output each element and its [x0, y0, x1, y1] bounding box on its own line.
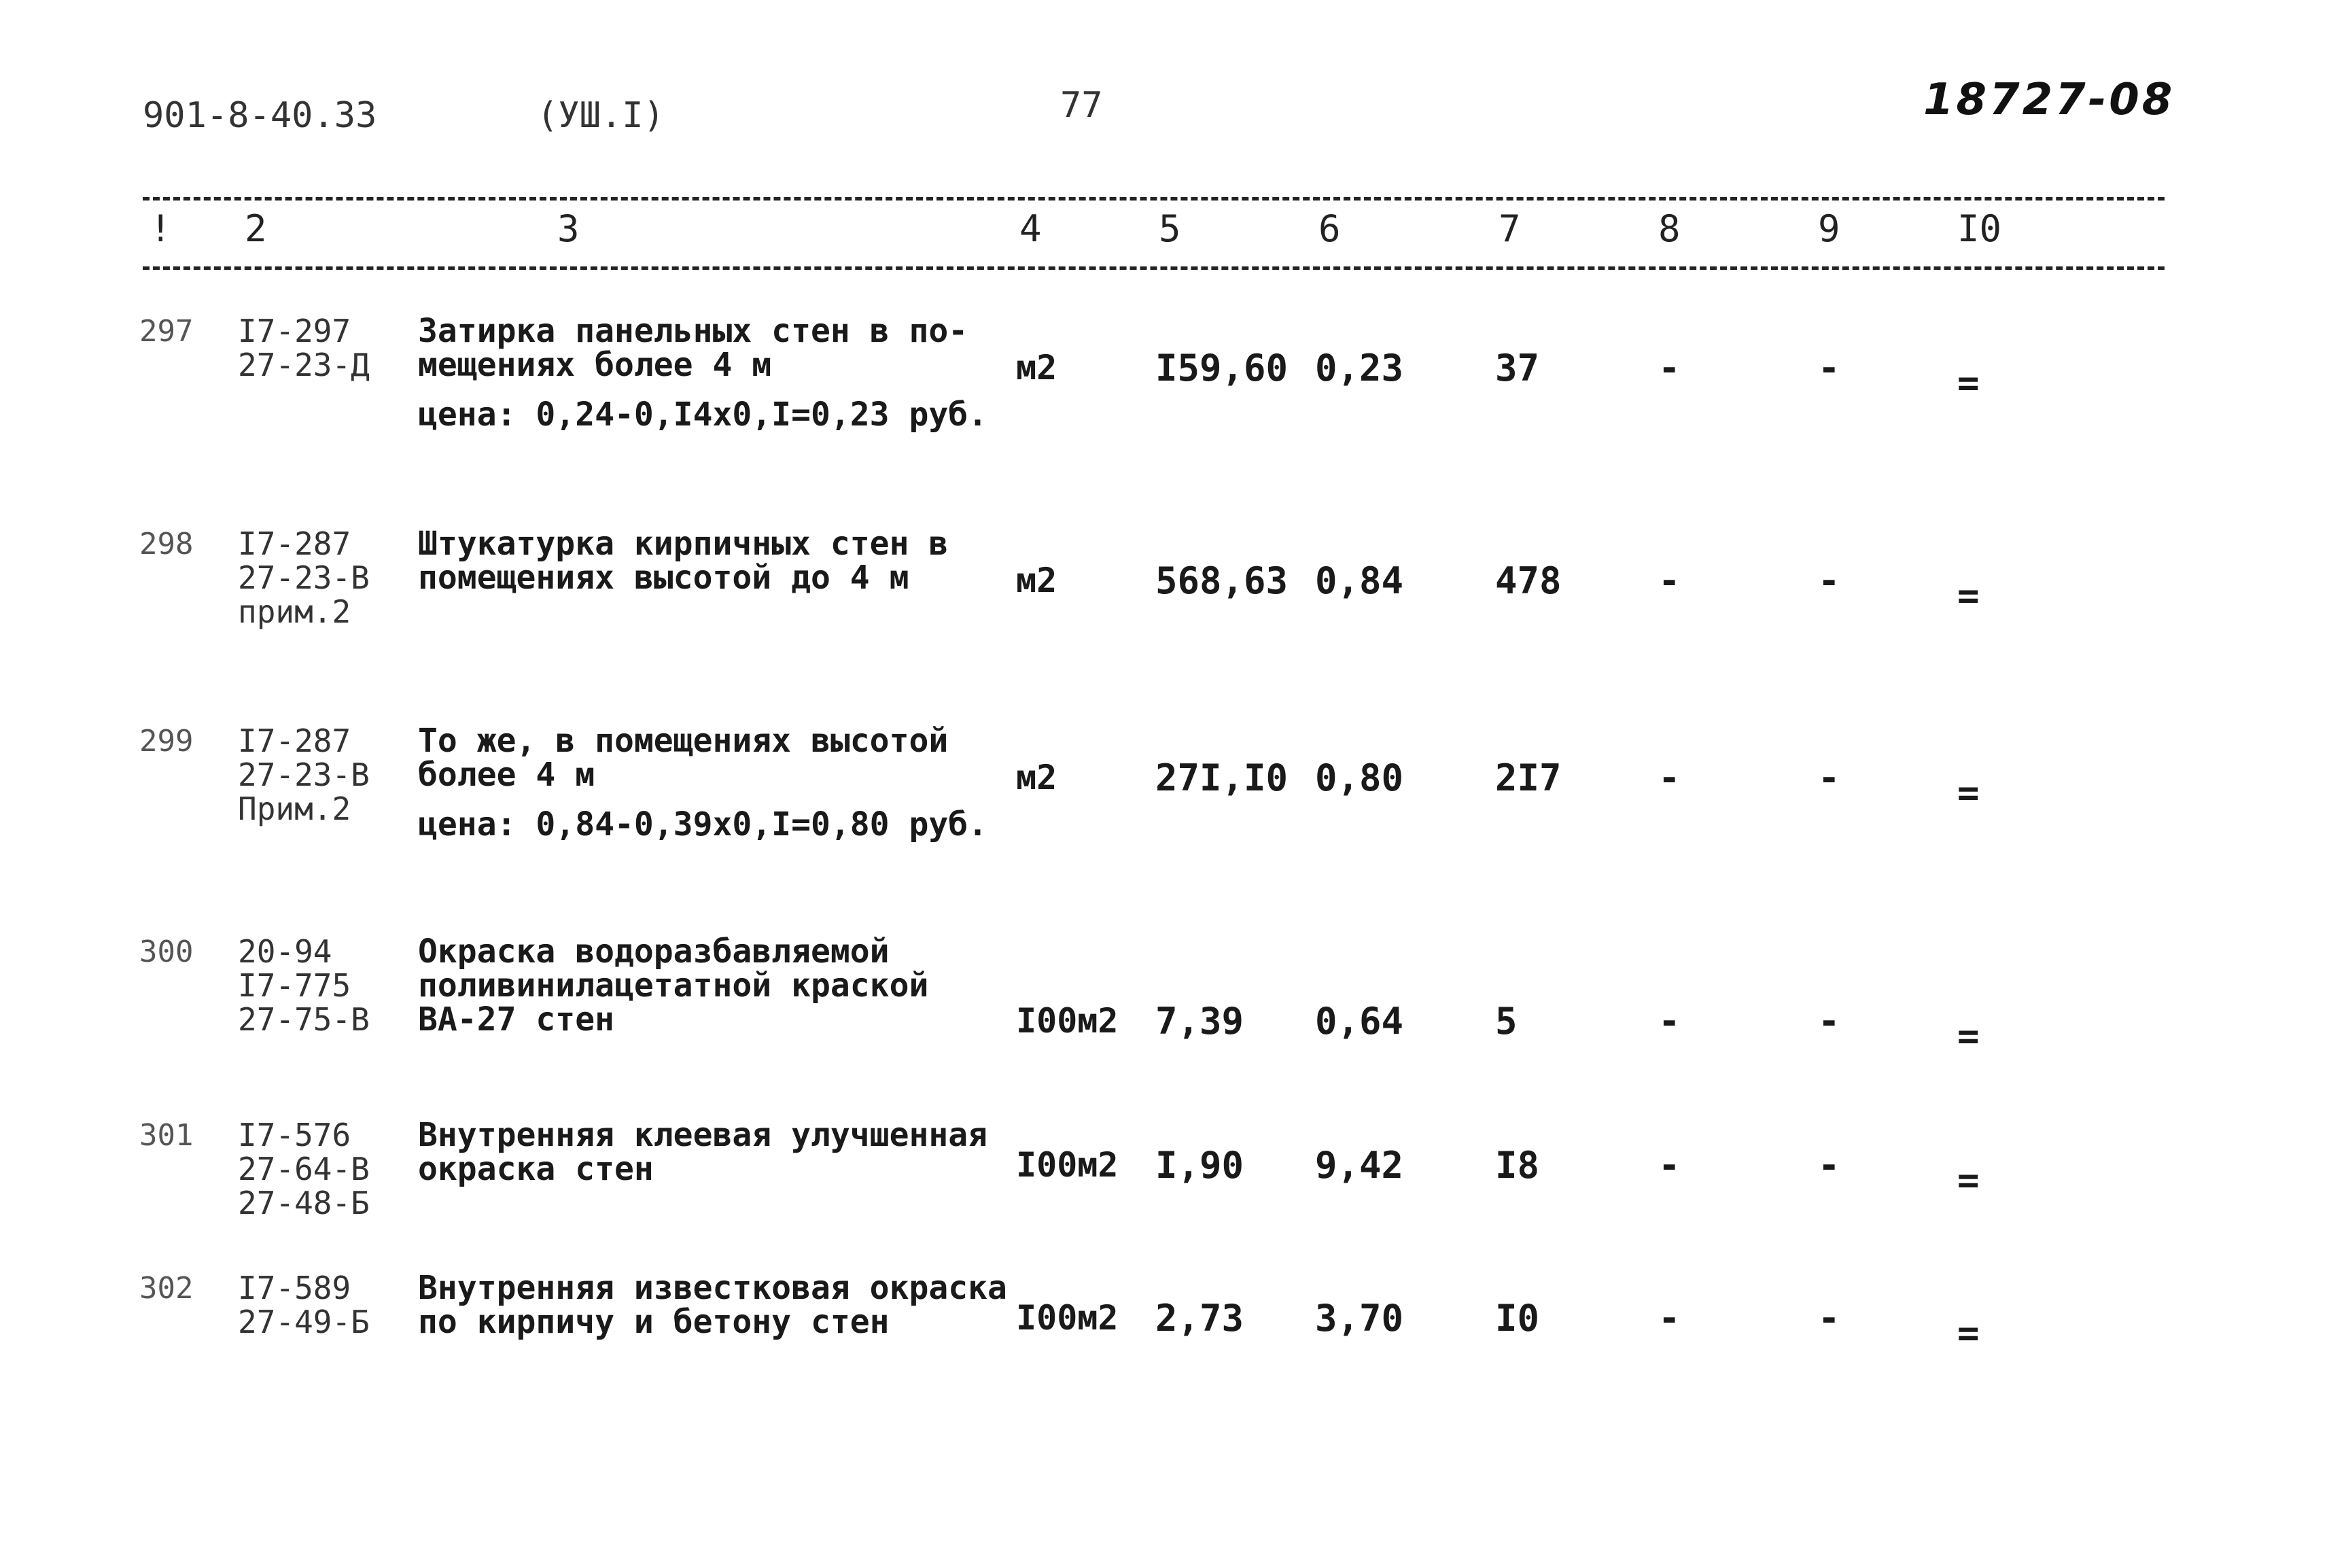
- unit-cell: I00м2: [1016, 1298, 1119, 1338]
- unit-cost-cell: 0,64: [1315, 1000, 1404, 1043]
- norm-code-line: 27-23-Д: [238, 347, 370, 383]
- col10-cell: =: [1957, 362, 1980, 404]
- work-description-line: Внутренняя клеевая улучшенная: [418, 1116, 988, 1154]
- col9-cell: -: [1818, 1144, 1840, 1187]
- work-description-line: ВА-27 стен: [418, 1000, 614, 1039]
- unit-cell: м2: [1016, 348, 1057, 387]
- col-header-7: 7: [1499, 207, 1521, 250]
- table-header-rule: [143, 266, 2165, 270]
- norm-code-line: 27-64-В: [238, 1151, 370, 1187]
- norm-code-line: I7-297: [238, 313, 351, 349]
- price-note: цена: 0,24-0,I4х0,I=0,23 руб.: [418, 396, 988, 434]
- col8-cell: -: [1658, 1144, 1681, 1187]
- col10-cell: =: [1957, 574, 1980, 617]
- quantity-cell: 568,63: [1155, 559, 1289, 602]
- total-cost-cell: 5: [1495, 1000, 1518, 1043]
- col10-cell: =: [1957, 1159, 1980, 1202]
- work-description-line: помещениях высотой до 4 м: [418, 559, 909, 597]
- col-header-2: 2: [245, 207, 267, 250]
- col-header-6: 6: [1318, 207, 1341, 250]
- total-cost-cell: 2I7: [1495, 756, 1562, 799]
- unit-cost-cell: 9,42: [1315, 1144, 1404, 1187]
- total-cost-cell: I8: [1495, 1144, 1540, 1187]
- unit-cell: I00м2: [1016, 1145, 1119, 1185]
- quantity-cell: I59,60: [1155, 347, 1289, 389]
- unit-cost-cell: 0,84: [1315, 559, 1404, 602]
- section-label: (УШ.I): [537, 95, 665, 136]
- norm-code-line: 27-48-Б: [238, 1185, 370, 1221]
- col8-cell: -: [1658, 1000, 1681, 1043]
- total-cost-cell: 37: [1495, 347, 1540, 389]
- work-description-line: более 4 м: [418, 756, 595, 794]
- work-description-line: Внутренняя известковая окраска: [418, 1269, 1007, 1307]
- col8-cell: -: [1658, 1297, 1681, 1340]
- work-description-line: Штукатурка кирпичных стен в: [418, 525, 949, 563]
- norm-code-line: I7-287: [238, 525, 351, 562]
- col-header-1: !: [150, 207, 172, 250]
- price-note: цена: 0,84-0,39х0,I=0,80 руб.: [418, 805, 988, 843]
- quantity-cell: 7,39: [1155, 1000, 1244, 1043]
- norm-code-line: I7-287: [238, 722, 351, 759]
- norm-code-line: 27-23-В: [238, 756, 370, 793]
- norm-code-line: 20-94: [238, 933, 332, 970]
- unit-cost-cell: 0,23: [1315, 347, 1404, 389]
- unit-cell: I00м2: [1016, 1001, 1119, 1041]
- unit-cell: м2: [1016, 561, 1057, 600]
- row-number: 297: [139, 314, 194, 349]
- norm-code-line: 27-49-Б: [238, 1304, 370, 1340]
- col8-cell: -: [1658, 347, 1681, 389]
- col8-cell: -: [1658, 559, 1681, 602]
- norm-code-line: 27-23-В: [238, 559, 370, 596]
- row-number: 301: [139, 1118, 194, 1153]
- work-description-line: по кирпичу и бетону стен: [418, 1303, 890, 1341]
- unit-cost-cell: 3,70: [1315, 1297, 1404, 1340]
- col10-cell: =: [1957, 1015, 1980, 1058]
- col9-cell: -: [1818, 347, 1840, 389]
- row-number: 299: [139, 724, 194, 759]
- work-description-line: То же, в помещениях высотой: [418, 722, 949, 760]
- table-top-rule: [143, 197, 2165, 201]
- col-header-9: 9: [1818, 207, 1840, 250]
- col9-cell: -: [1818, 1000, 1840, 1043]
- col-header-8: 8: [1658, 207, 1681, 250]
- unit-cost-cell: 0,80: [1315, 756, 1404, 799]
- col-header-4: 4: [1019, 207, 1042, 250]
- unit-cell: м2: [1016, 758, 1057, 797]
- col10-cell: =: [1957, 771, 1980, 814]
- col8-cell: -: [1658, 756, 1681, 799]
- norm-code-line: прим.2: [238, 593, 351, 630]
- work-description-line: мещениях более 4 м: [418, 346, 772, 384]
- document-code: 901-8-40.33: [143, 95, 377, 136]
- page-number: 77: [1060, 85, 1103, 126]
- quantity-cell: I,90: [1155, 1144, 1244, 1187]
- col9-cell: -: [1818, 756, 1840, 799]
- norm-code-line: I7-589: [238, 1270, 351, 1306]
- norm-code-line: I7-775: [238, 967, 351, 1004]
- norm-code-line: 27-75-В: [238, 1001, 370, 1038]
- total-cost-cell: 478: [1495, 559, 1562, 602]
- quantity-cell: 2,73: [1155, 1297, 1244, 1340]
- work-description-line: Затирка панельных стен в по-: [418, 312, 968, 350]
- col-header-3: 3: [557, 207, 580, 250]
- col9-cell: -: [1818, 1297, 1840, 1340]
- quantity-cell: 27I,I0: [1155, 756, 1289, 799]
- col-header-5: 5: [1159, 207, 1181, 250]
- norm-code-line: I7-576: [238, 1117, 351, 1153]
- norm-code-line: Прим.2: [238, 790, 351, 827]
- row-number: 300: [139, 935, 194, 969]
- work-description-line: поливинилацетатной краской: [418, 966, 929, 1005]
- inventory-stamp: 18727-08: [1923, 75, 2175, 125]
- col10-cell: =: [1957, 1312, 1980, 1355]
- col9-cell: -: [1818, 559, 1840, 602]
- row-number: 302: [139, 1271, 194, 1306]
- col-header-10: I0: [1957, 207, 2002, 250]
- work-description-line: окраска стен: [418, 1150, 654, 1188]
- row-number: 298: [139, 527, 194, 561]
- work-description-line: Окраска водоразбавляемой: [418, 933, 890, 971]
- total-cost-cell: I0: [1495, 1297, 1540, 1340]
